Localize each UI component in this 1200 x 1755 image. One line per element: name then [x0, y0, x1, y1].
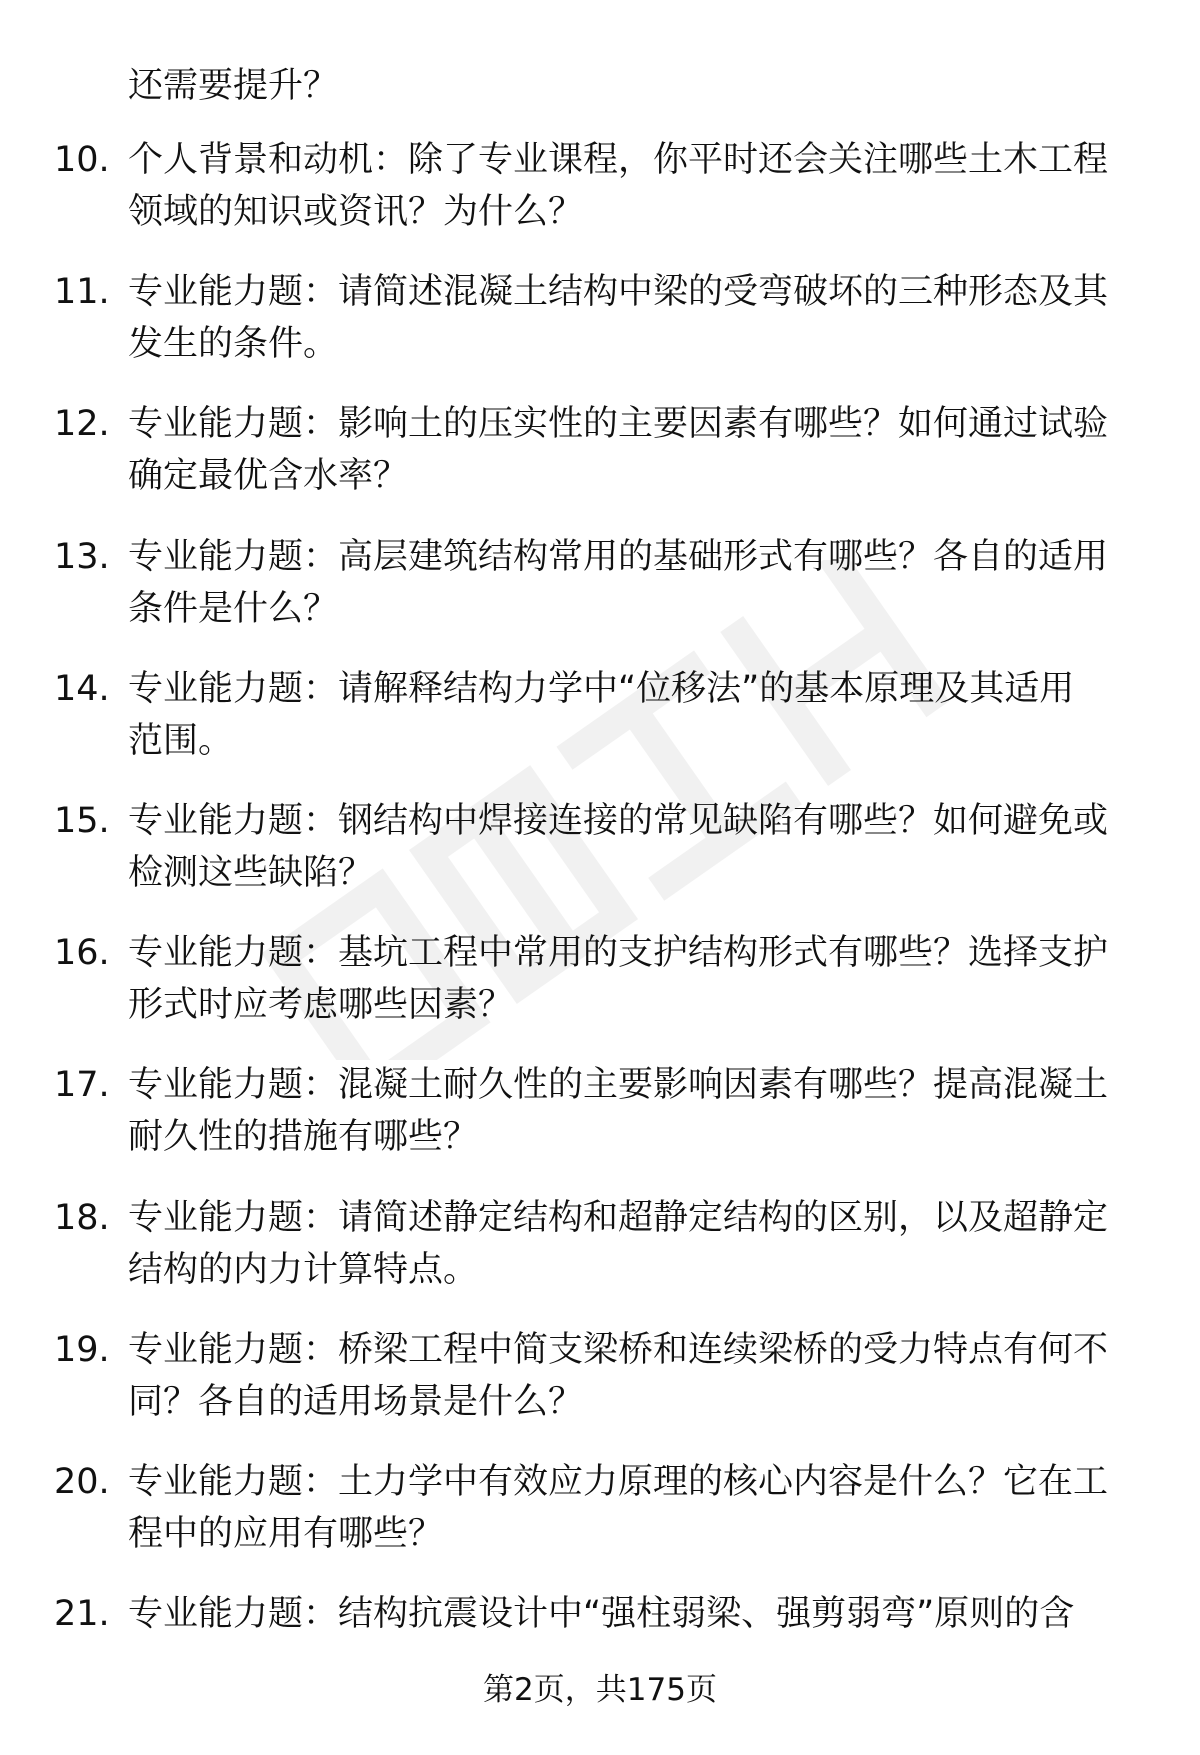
question-list — [0, 134, 1200, 1720]
question-text-line: 形式时应考虑哪些因素？ — [128, 985, 514, 1026]
question-text-line: 检测这些缺陷？ — [128, 852, 374, 893]
question-text-line: 专业能力题：结构抗震设计中“强柱弱梁、强剪弱弯”原则的含 — [128, 1594, 1075, 1635]
question-text-line: 专业能力题：影响土的压实性的主要因素有哪些？如何通过试验 — [128, 404, 1109, 445]
question-text-line: 专业能力题：土力学中有效应力原理的核心内容是什么？它在工 — [128, 1461, 1109, 1502]
question-number: 15. — [54, 800, 110, 841]
page-footer: 第2页，共175页 — [483, 1672, 717, 1708]
question-text — [128, 1324, 1148, 1428]
question-item — [0, 1456, 1200, 1588]
question-text-line: 专业能力题：请简述静定结构和超静定结构的区别，以及超静定 — [128, 1197, 1109, 1238]
question-text — [128, 1456, 1148, 1560]
question-text — [128, 1059, 1148, 1163]
question-text-line: 专业能力题：请解释结构力学中“位移法”的基本原理及其适用 — [128, 668, 1075, 709]
question-text-line: 范围。 — [128, 720, 234, 761]
question-number: 20. — [54, 1461, 110, 1502]
question-text-line: 程中的应用有哪些？ — [128, 1513, 444, 1554]
question-number: 18. — [54, 1197, 110, 1238]
question-text-line: 条件是什么？ — [128, 588, 339, 629]
question-text-line: 专业能力题：请简述混凝土结构中梁的受弯破坏的三种形态及其 — [128, 272, 1109, 313]
question-text-line: 个人背景和动机：除了专业课程，你平时还会关注哪些土木工程 — [128, 140, 1109, 180]
question-text-line: 专业能力题：混凝土耐久性的主要影响因素有哪些？提高混凝土 — [128, 1065, 1109, 1106]
question-text — [128, 795, 1148, 899]
question-item — [0, 1324, 1200, 1456]
question-text-line: 专业能力题：钢结构中焊接连接的常见缺陷有哪些？如何避免或 — [128, 800, 1109, 841]
question-text — [128, 927, 1148, 1031]
question-number: 16. — [54, 933, 110, 974]
question-text-line: 耐久性的措施有哪些？ — [128, 1117, 479, 1158]
question-text-line: 同？各自的适用场景是什么？ — [128, 1381, 584, 1422]
question-item — [0, 531, 1200, 663]
question-text-line: 专业能力题：桥梁工程中简支梁桥和连续梁桥的受力特点有何不 — [128, 1329, 1109, 1370]
question-item — [0, 663, 1200, 795]
question-number: 11. — [54, 272, 110, 313]
question-number: 19. — [54, 1329, 110, 1370]
question-text — [128, 1588, 1148, 1640]
question-item — [0, 1059, 1200, 1191]
question-text — [128, 531, 1148, 635]
question-text-line: 发生的条件。 — [128, 324, 339, 365]
question-text — [128, 398, 1148, 502]
question-text-line: 专业能力题：高层建筑结构常用的基础形式有哪些？各自的适用 — [128, 536, 1109, 577]
question-text — [128, 663, 1148, 767]
question-number: 17. — [54, 1065, 110, 1106]
question-text — [128, 266, 1148, 370]
question-item — [0, 795, 1200, 927]
question-number: 21. — [54, 1594, 110, 1635]
question-number: 13. — [54, 536, 110, 577]
question-number: 14. — [54, 668, 110, 709]
question-number: 10. — [54, 140, 110, 180]
question-text-line: 确定最优含水率？ — [128, 456, 409, 497]
question-item — [0, 266, 1200, 398]
question-text-line: 专业能力题：基坑工程中常用的支护结构形式有哪些？选择支护 — [128, 933, 1109, 974]
question-text — [128, 1192, 1148, 1296]
continuation-text: 还需要提升？ — [128, 66, 339, 106]
question-item — [0, 1192, 1200, 1324]
question-text-line: 结构的内力计算特点。 — [128, 1249, 479, 1290]
question-item — [0, 927, 1200, 1059]
question-item — [0, 398, 1200, 530]
question-item — [0, 134, 1200, 266]
question-text-line: 领域的知识或资讯？为什么？ — [128, 192, 584, 232]
question-number: 12. — [54, 404, 110, 445]
question-text — [128, 134, 1148, 238]
